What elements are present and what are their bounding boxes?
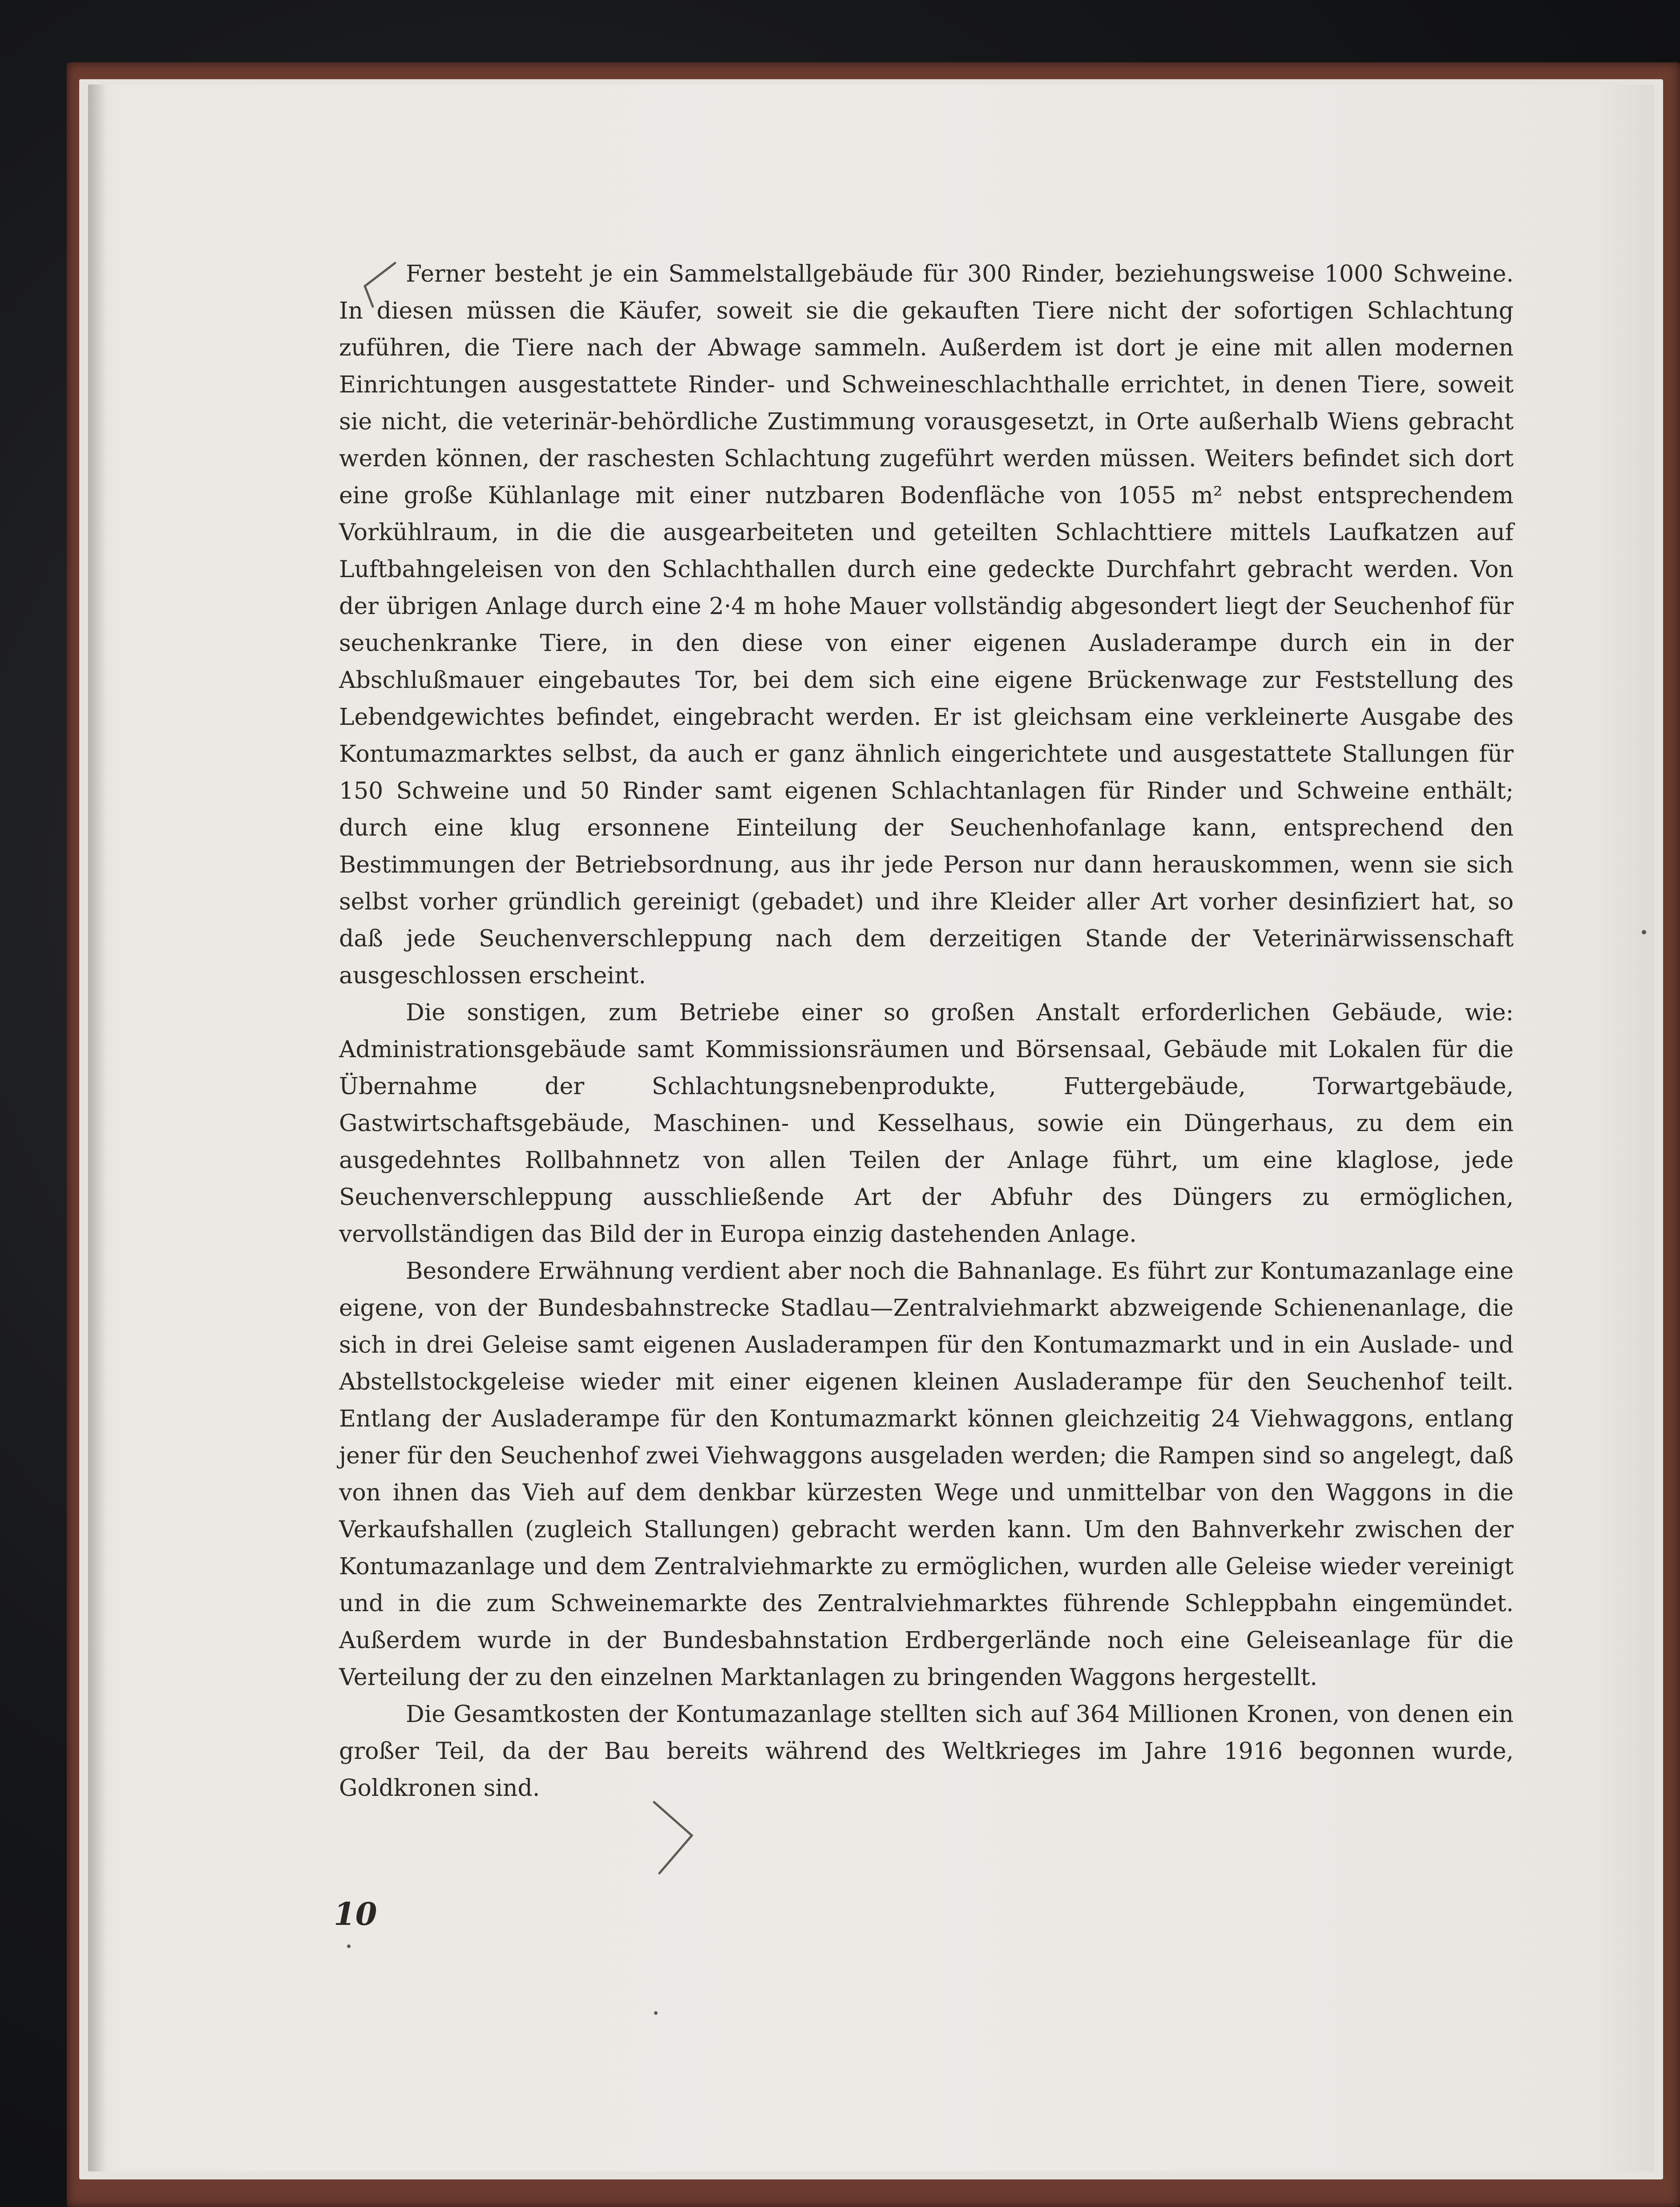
paper-speck <box>1642 930 1646 934</box>
page-number: 10 <box>334 1896 377 1932</box>
paper-speck <box>654 2011 658 2015</box>
body-text <box>339 256 1514 1807</box>
page-fold-shadow <box>88 85 106 2171</box>
paragraph-gebaeude: Die sonstigen, zum Betriebe einer so großen Anstalt erforderlichen Gebäude, wie: Administrationsgebäude samt Kommissionsräumen und Börsensaal, Gebäude mit Lokalen für die Übernahme der Schlachtungsnebenprodukte, Futtergebäude, Torwartgebäude, Gastwirtschaftsgebäude, Maschinen- und Kesselhaus, sowie ein Düngerhaus, zu dem ein ausgedehntes Rollbahnnetz von allen Teilen der Anlage führt, um eine klaglose, jede Seuchenverschleppung ausschließende Art der Abfuhr des Düngers zu ermöglichen, vervollständigen das Bild der in Europa einzig dastehenden Anlage. <box>339 999 1514 1248</box>
paragraph-bahnanlage: Besondere Erwähnung verdient aber noch die Bahnanlage. Es führt zur Kontumazanlage eine eigene, von der Bundesbahnstrecke Stadlau—Zentralviehmarkt abzweigende Schienenanlage, die sich in drei Geleise samt eigenen Ausladerampen für den Kontumazmarkt und in ein Auslade- und Abstellstockgeleise wieder mit einer eigenen kleinen Ausladerampe für den Seuchenhof teilt. Entlang der Ausladerampe für den Kontumazmarkt können gleichzeitig 24 Viehwaggons, entlang jener für den Seuchenhof zwei Viehwaggons ausgeladen werden; die Rampen sind so angelegt, daß von ihnen das Vieh auf dem denkbar kürzesten Wege und unmittelbar von den Waggons in die Verkaufshallen (zugleich Stallungen) gebracht werden kann. Um den Bahnverkehr zwischen der Kontumazanlage und dem Zentralviehmarkte zu ermöglichen, wurden alle Geleise wieder vereinigt und in die zum Schweinemarkte des Zentralviehmarktes führende Schleppbahn eingemündet. Außerdem wurde in der Bundesbahnstation Erdbergerlände noch eine Geleiseanlage für die Verteilung der zu den einzelnen Marktanlagen zu bringenden Waggons hergestellt. <box>339 1258 1514 1691</box>
paragraph-sammelstall: Ferner besteht je ein Sammelstallgebäude für 300 Rinder, beziehungsweise 1000 Schweine. In diesen müssen die Käufer, soweit sie die gekauften Tiere nicht der sofortigen Schlachtung zuführen, die Tiere nach der Abwage sammeln. Außerdem ist dort je eine mit allen modernen Einrichtungen ausgestattete Rinder- und Schweineschlachthalle errichtet, in denen Tiere, soweit sie nicht, die veterinär-behördliche Zustimmung vorausgesetzt, in Orte außerhalb Wiens gebracht werden können, der raschesten Schlachtung zugeführt werden müssen. Weiters befindet sich dort eine große Kühlanlage mit einer nutzbaren Bodenfläche von 1055 m² nebst entsprechendem Vorkühlraum, in die die ausgearbeiteten und geteilten Schlachttiere mittels Laufkatzen auf Luftbahngeleisen von den Schlachthallen durch eine gedeckte Durchfahrt gebracht werden. Von der übrigen Anlage durch eine 2·4 m hohe Mauer vollständig abgesondert liegt der Seuchenhof für seuchenkranke Tiere, in den diese von einer eigenen Ausladerampe durch ein in der Abschlußmauer eingebautes Tor, bei dem sich eine eigene Brückenwage zur Feststellung des Lebendgewichtes befindet, eingebracht werden. Er ist gleichsam eine verkleinerte Ausgabe des Kontumazmarktes selbst, da auch er ganz ähnlich eingerichtete und ausgestattete Stallungen für 150 Schweine und 50 Rinder samt eigenen Schlachtanlagen für Rinder und Schweine enthält; durch eine klug ersonnene Einteilung der Seuchenhofanlage kann, entsprechend den Bestimmungen der Betriebsordnung, aus ihr jede Person nur dann herauskommen, wenn sie sich selbst vorher gründlich gereinigt (gebadet) und ihre Kleider aller Art vorher desinfiziert hat, so daß jede Seuchenverschleppung nach dem derzeitigen Stande der Veterinärwissenschaft ausgeschlossen erscheint. <box>339 261 1514 989</box>
paragraph-gesamtkosten: Die Gesamtkosten der Kontumazanlage stellten sich auf 364 Millionen Kronen, von denen ein großer Teil, da der Bau bereits während des Weltkrieges im Jahre 1916 begonnen wurde, Goldkronen sind. <box>339 1701 1514 1802</box>
close-bracket-pencil-mark <box>650 1798 699 1878</box>
paper-speck <box>347 1944 351 1948</box>
